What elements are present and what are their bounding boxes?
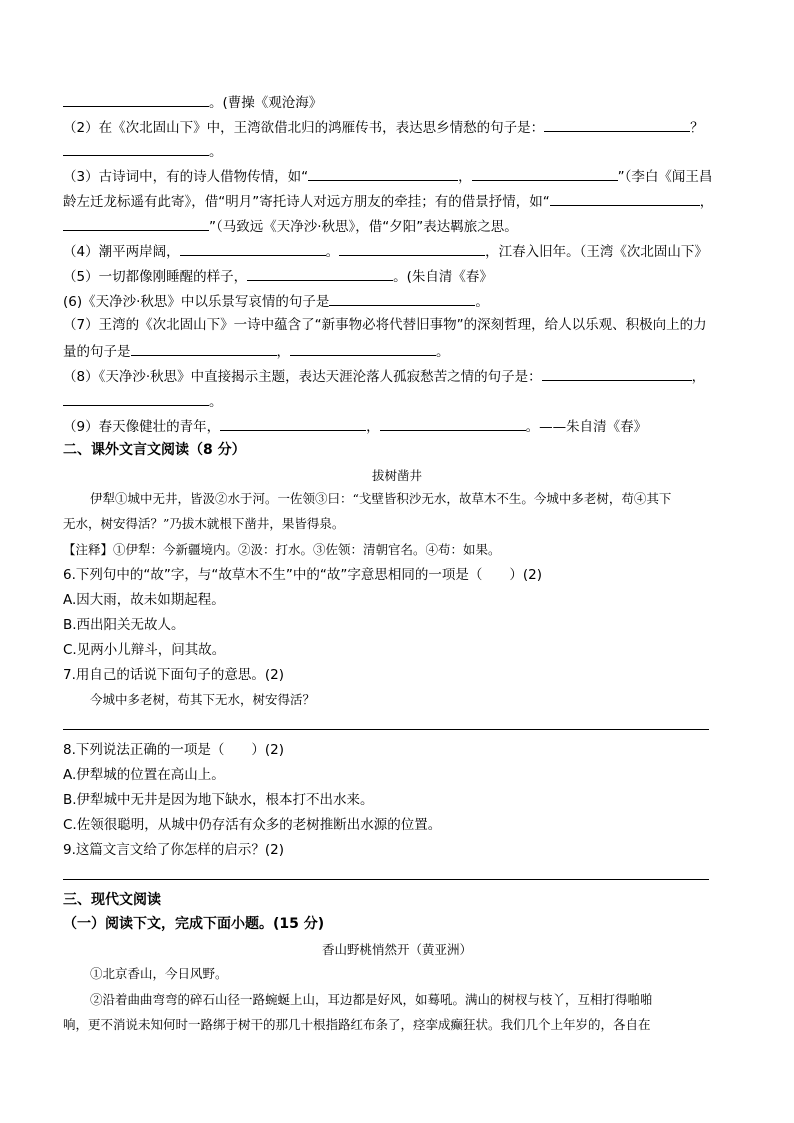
q7-fill-text: 量的句子是 (63, 344, 131, 360)
q7-period: 。 (436, 344, 450, 360)
passage-title: 拔树凿井 (371, 468, 422, 483)
q2-end: 。 (209, 144, 223, 160)
q5-line (63, 266, 493, 286)
answer-blank[interactable] (63, 141, 209, 156)
q7-comma: ， (276, 344, 290, 360)
answer-blank[interactable] (329, 291, 475, 306)
answer-blank[interactable] (542, 366, 692, 381)
q9-fill-prompt: （9）春天像健壮的青年， (63, 419, 221, 435)
answer-blank[interactable] (380, 416, 526, 431)
q3-source-1: ”（李白《闻王昌 (617, 169, 713, 185)
q8-line-1 (63, 366, 705, 386)
q4-prompt: （4）潮平两岸阔， (63, 244, 180, 260)
q3-comma: ， (458, 169, 472, 185)
passage-note: 【注释】①伊犁：今新疆境内。②汲：打水。③佐领：清朝官名。④苟：如果。 (63, 542, 501, 557)
q6-fill-prompt: (6)《天净沙·秋思》中以乐景写哀情的句子是 (63, 294, 330, 310)
answer-blank[interactable] (544, 117, 690, 132)
answer-blank[interactable] (339, 241, 485, 256)
article-title: 香山野桃悄然开（黄亚洲） (321, 942, 472, 957)
q7-line-1 (63, 316, 707, 334)
answer-blank[interactable] (131, 341, 277, 356)
q4-source: ，江春入旧年。（王湾《次北固山下》 (485, 244, 708, 260)
q8-option-c[interactable]: C.佐领很聪明，从城中仍存活有众多的老树推断出水源的位置。 (63, 817, 442, 833)
q8-option-b[interactable]: B.伊犁城中无井是因为地下缺水，根本打不出水来。 (63, 792, 374, 808)
q4-period: 。 (325, 244, 340, 260)
q8-period: 。 (209, 394, 223, 410)
q5-prompt: （5）一切都像刚睡醒的样子， (63, 269, 248, 285)
article-para-1: ①北京香山，今日风野。 (90, 966, 228, 981)
q8-comma: ， (691, 369, 706, 385)
q2-mark: ？ (690, 120, 704, 136)
question-6: 6.下列句中的“故”字，与“故草木不生”中的“故”字意思相同的一项是（ ）(2) (63, 567, 542, 583)
q4-line (63, 241, 708, 261)
q2-line-2 (63, 141, 223, 161)
q1-source: 。(曹操《观沧海》 (209, 95, 323, 111)
answer-blank[interactable] (220, 416, 366, 431)
q3-source-2: ”（马致远《天净沙·秋思》，借“夕阳”表达羁旅之思。 (209, 219, 518, 235)
q7-line-2 (63, 341, 450, 361)
q8-line-2 (63, 391, 223, 411)
q2-line (63, 117, 704, 137)
q5-source: 。(朱自清《春》 (393, 269, 493, 285)
q3-prompt: （3）古诗词中，有的诗人借物传情，如“ (63, 169, 309, 185)
answer-blank[interactable] (247, 266, 393, 281)
passage-line-1: 伊犁①城中无井，皆汲②水于河。一佐领③曰：“戈壁皆积沙无水，故草木不生。今城中多老树，苟④其下 (90, 491, 672, 506)
answer-blank[interactable] (63, 216, 209, 231)
q3-text: 龄左迁龙标遥有此寄》，借“明月”寄托诗人对远方朋友的牵挂；有的借景抒情，如“ (63, 194, 550, 210)
q6-line (63, 291, 489, 311)
q6-option-b[interactable]: B.西出阳关无故人。 (63, 617, 185, 633)
q3-comma-2: ， (699, 194, 714, 210)
q7-sentence: 今城中多老树，苟其下无水，树安得活？ (90, 692, 316, 707)
answer-line[interactable] (63, 729, 709, 730)
section-2-heading: 二、课外文言文阅读（8 分） (63, 442, 246, 458)
q3-line-3 (63, 216, 518, 236)
q6-option-a[interactable]: A.因大雨，故未如期起程。 (63, 592, 225, 608)
q2-prompt: （2）在《次北固山下》中，王湾欲借北归的鸿雁传书，表达思乡情愁的句子是： (63, 120, 545, 136)
q3-line-2 (63, 191, 713, 211)
q1-line-end (63, 92, 322, 112)
answer-blank[interactable] (180, 241, 326, 256)
answer-blank[interactable] (63, 391, 209, 406)
section-3-heading: 三、现代文阅读 (63, 892, 161, 908)
question-7: 7.用自己的话说下面句子的意思。(2) (63, 667, 285, 683)
answer-line[interactable] (63, 879, 709, 880)
answer-blank[interactable] (472, 166, 618, 181)
passage-line-2: 无水，树安得活？”乃拔木就根下凿井，果皆得泉。 (63, 516, 345, 531)
q8-option-a[interactable]: A.伊犁城的位置在高山上。 (63, 767, 225, 783)
q9-comma: ， (366, 419, 380, 435)
article-para-2-line-2: 响，更不消说未知何时一路绑于树干的那几十根指路红布条了，痉挛成癫狂状。我们几个上年岁的，各自在 (63, 1017, 651, 1032)
answer-blank[interactable] (308, 166, 458, 181)
question-9: 9.这篇文言文给了你怎样的启示？(2) (63, 842, 285, 858)
article-para-2-line-1: ②沿着曲曲弯弯的碎石山径一路蜿蜒上山，耳边都是好风，如蓦吼。满山的树杈与枝丫，互相打得啪啪 (90, 992, 653, 1007)
q6-period: 。 (475, 294, 489, 310)
answer-blank[interactable] (290, 341, 436, 356)
q3-line-1 (63, 166, 712, 186)
question-8: 8.下列说法正确的一项是（ ）(2) (63, 742, 285, 758)
section-3-subheading: （一）阅读下文，完成下面小题。(15 分) (63, 916, 325, 932)
answer-blank[interactable] (550, 191, 700, 206)
q8-fill-prompt: （8）《天净沙·秋思》中直接揭示主题，表达天涯沦落人孤寂愁苦之情的句子是： (63, 369, 542, 385)
answer-blank[interactable] (63, 92, 209, 107)
q9-source: 。——朱自清《春》 (525, 419, 648, 435)
q7-fill-prompt: （7）王湾的《次北固山下》一诗中蕴含了“新事物必将代替旧事物”的深刻哲理，给人以乐观、积极向上的力 (63, 317, 707, 333)
q9-line (63, 416, 647, 436)
q6-option-c[interactable]: C.见两小儿辩斗，问其故。 (63, 642, 226, 658)
